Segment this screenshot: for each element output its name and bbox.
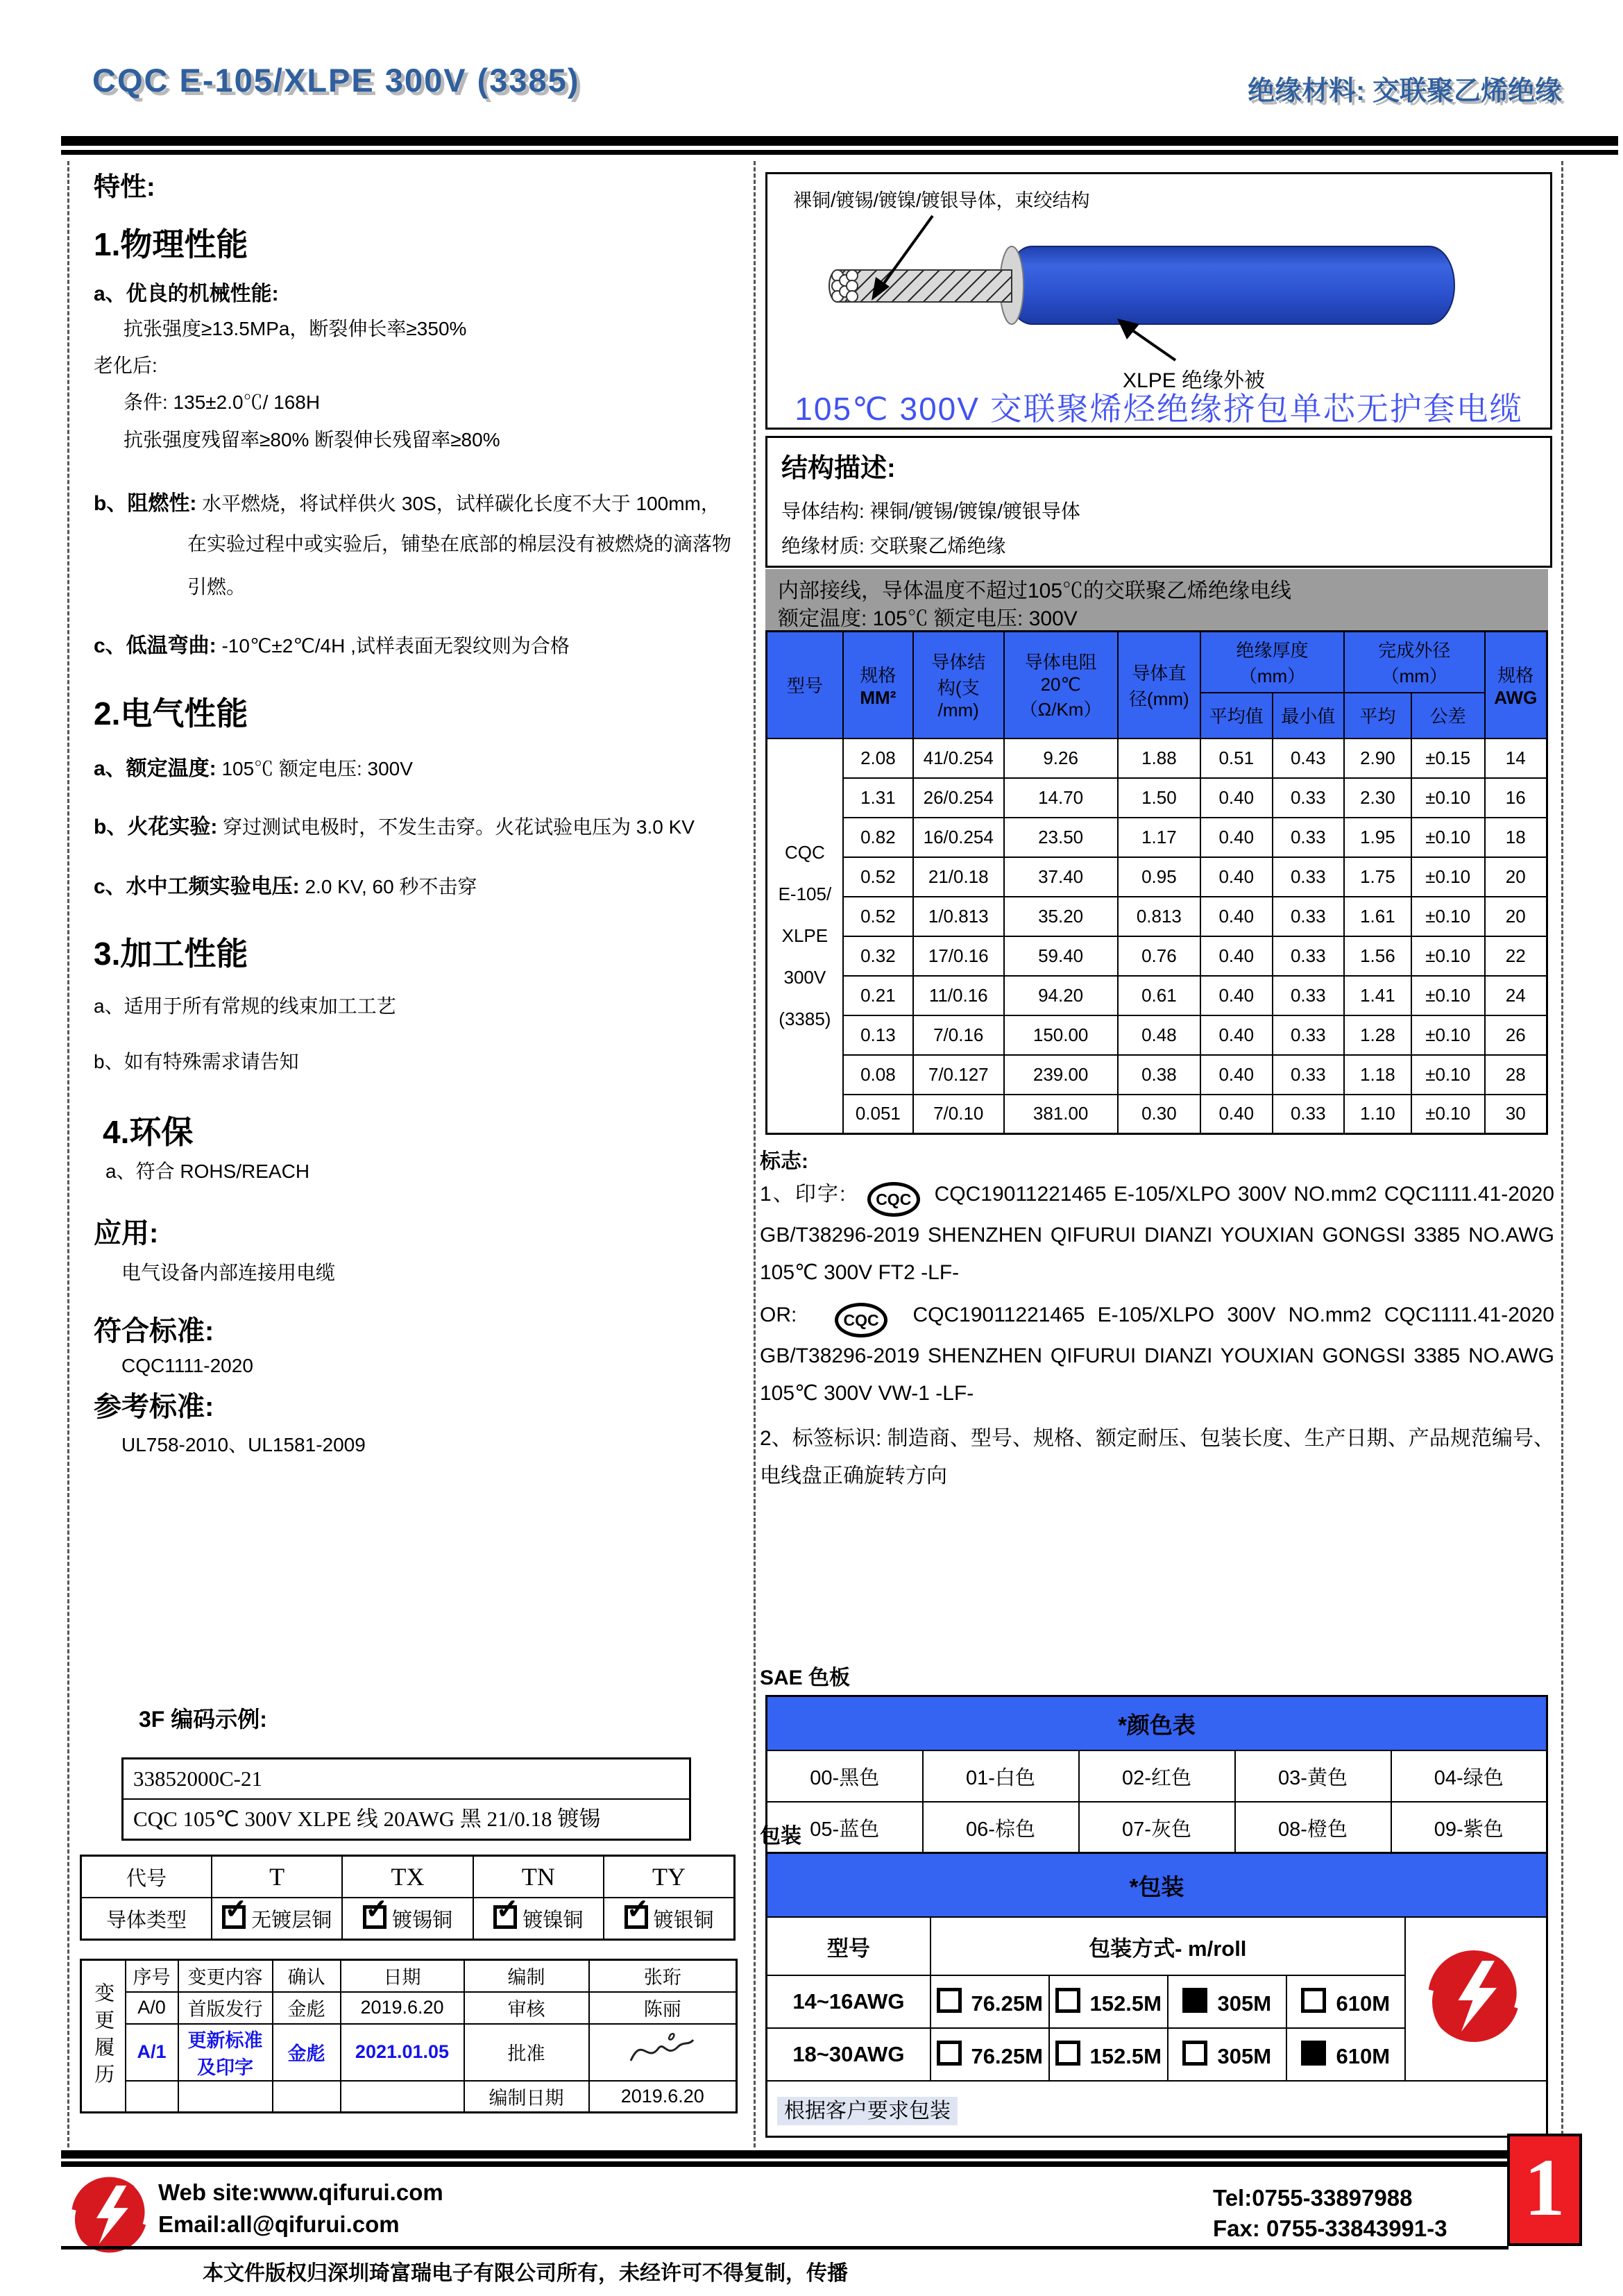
pack-heading: 包装 [760,1825,801,1848]
sae-table-title: *颜色表 [767,1696,1547,1751]
col-structure: 导体结 构(支 /mm) [913,632,1004,738]
packaging-table [765,1852,1548,2138]
spec-note-band [765,569,1548,630]
mech-label: a、优良的机械性能: [94,282,279,305]
table-row: 00-黑色 01-白色 02-红色 03-黄色 04-绿色 [767,1750,1547,1802]
footer-email[interactable]: Email:all@qifurui.com [158,2211,400,2237]
table-row: 0.13 7/0.16 150.00 0.48 0.40 0.33 1.28 ±0.10 26 [767,1015,1547,1055]
env-heading: 4.环保 [103,1114,194,1150]
table-row: 18~30AWG 76.25M 152.5M 305M 610M [767,2028,1547,2081]
checked-box-icon: ✓ [624,1905,648,1929]
processing-heading: 3.加工性能 [94,936,248,972]
marks-item2-text: CQC19011221465 E-105/XLPO 300V NO.mm2 CQC1111.41-2020 GB/T38296-2019 SHENZHEN QIFURUI DIANZI YOUXIAN GONGSI 3385 NO.AWG 105℃ 300V VW-1 -LF- [760,1303,1554,1405]
checkbox-icon [1182,1988,1207,2013]
checked-box-icon: ✓ [222,1905,246,1929]
footer-fax: Fax: 0755-33843991-3 [1213,2215,1447,2241]
physical-heading: 1.物理性能 [94,226,248,262]
standards-text: CQC1111-2020 [121,1355,253,1376]
table-row: 1.31 26/0.254 14.70 1.50 0.40 0.33 2.30 ±0.10 16 [767,778,1547,818]
table-row: 0.52 1/0.813 35.20 0.813 0.40 0.33 1.61 ±0.10 20 [767,897,1547,936]
application-heading: 应用: [94,1218,159,1249]
checkbox-icon [937,2041,962,2066]
table-row: A/0 首版发行 金彪 2019.6.20 审核 陈丽 [81,1992,737,2024]
structure-box [765,436,1552,568]
elec-b-text: 穿过测试电极时，不发生击穿。火花试验电压为 3.0 KV [223,816,695,838]
col-od-avg: 平均 [1344,693,1411,738]
table-row: 0.82 16/0.254 23.50 1.17 0.40 0.33 1.95 ±0.10 18 [767,818,1547,857]
env-a: a、符合 ROHS/REACH [105,1160,310,1182]
table-row: A/1 更新标准及印字 金彪 2021.01.05 批准 [81,2024,737,2081]
pack-model-header: 型号 [767,1917,931,1975]
elec-a-text: 105℃ 额定电压: 300V [221,758,413,779]
cable-diagram-box [765,172,1552,430]
table-row: 14~16AWG 76.25M 152.5M 305M 610M [767,1975,1547,2028]
structure-line1: 导体结构: 裸铜/镀锡/镀镍/镀银导体 [781,500,1080,522]
marks-item1-text: CQC19011221465 E-105/XLPO 300V NO.mm2 CQC1111.41-2020 GB/T38296-2019 SHENZHEN QIFURUI DIANZI YOUXIAN GONGSI 3385 NO.AWG 105℃ 300V FT2 -LF- [760,1183,1554,1284]
table-row: 编制日期 2019.6.20 [81,2081,737,2113]
col-ins-avg: 平均值 [1200,693,1273,738]
col-model: 型号 [767,632,843,738]
elec-b-line [94,809,695,840]
table-row: 05-蓝色 06-棕色 07-灰色 08-橙色 09-紫色 [767,1802,1547,1854]
revision-table [80,1959,738,2113]
coding-desc: CQC 105℃ 300V XLPE 线 20AWG 黑 21/0.18 镀锡 [133,1807,601,1831]
bend-text: -10℃±2℃/4H ,试样表面无裂纹则为合格 [221,635,570,657]
spec-note1: 内部接线，导体温度不超过105℃的交联聚乙烯绝缘电线 [778,580,1292,602]
col-diameter: 导体直 径(mm) [1118,632,1200,738]
checkbox-icon [1301,1988,1326,2013]
pack-model: 18~30AWG [767,2028,931,2081]
revision-side-label: 变更履历 [81,1960,126,2113]
cqc-logo-icon: CQC [867,1182,920,1217]
conductor-code-table [80,1855,736,1941]
table-row: 0.051 7/0.10 381.00 0.30 0.40 0.33 1.10 ±0.10 30 [767,1095,1547,1134]
cable-jacket [1007,246,1454,324]
cable-title: 105℃ 300V 交联聚烯烃绝缘挤包单芯无护套电缆 [794,391,1523,427]
approval-signature [589,2024,737,2081]
checkbox-icon [1055,1988,1080,2013]
structure-line2: 绝缘材质: 交联聚乙烯绝缘 [781,535,1006,557]
proc-b: b、如有特殊需求请告知 [94,1051,299,1072]
col-od-tol: 公差 [1411,693,1485,738]
coding-example-box [121,1757,691,1841]
page-subtitle: 绝缘材料: 交联聚乙烯绝缘 [1248,76,1562,106]
flame-text1: 水平燃烧，将试样供火 30S，试样碳化长度不大于 100mm， [202,493,720,514]
sae-heading: SAE 色板 [760,1666,851,1689]
checkbox-icon [1055,2041,1080,2066]
checkbox-icon [1301,2041,1326,2066]
col-size: 规格 MM² [843,632,913,738]
footer-copyright: 本文件版权归深圳琦富瑞电子有限公司所有，未经许可不得复制，传播 [203,2262,848,2285]
footer-tel: Tel:0755-33897988 [1213,2185,1413,2211]
flame-line3: 引燃。 [187,576,246,598]
electrical-heading: 2.电气性能 [94,695,248,732]
elec-a-label: a、额定温度: [94,757,216,780]
application-text: 电气设备内部连接用电缆 [121,1262,336,1283]
elec-c-label: c、水中工频实验电压: [94,875,300,898]
footer-rule-thick [61,2150,1509,2159]
cqc-logo-icon: CQC [835,1303,887,1337]
bend-line [94,628,570,659]
conductor-label: 裸铜/镀锡/镀镍/镀银导体，束绞结构 [793,190,1090,211]
table-row: 0.52 21/0.18 37.40 0.95 0.40 0.33 1.75 ±0.10 20 [767,857,1547,897]
aging-residual: 抗张强度残留率≥80% 断裂伸长残留率≥80% [124,429,500,450]
proc-a: a、适用于所有常规的线束加工工艺 [94,995,396,1017]
marks-item1 [760,1176,1554,1292]
col-awg: 规格 AWG [1485,632,1547,738]
table-row: 代号 T TX TN TY [81,1856,735,1898]
signature-icon [621,2030,704,2069]
elec-c-text: 2.0 KV, 60 秒不击穿 [305,876,477,897]
frame-mid-dash [754,161,756,2147]
tensile-line: 抗张强度≥13.5MPa，断裂伸长率≥350% [124,318,467,339]
elec-a-line [94,751,413,782]
flame-line1 [94,486,720,516]
table-row: CQC E-105/ XLPE 300V (3385) 2.08 41/0.254 9.26 1.88 0.51 0.43 2.90 ±0.15 14 [767,738,1547,778]
header-rule-thin [61,150,1618,155]
bend-label: c、低温弯曲: [94,634,216,657]
page-title: CQC E-105/XLPE 300V (3385) [92,62,580,99]
coding-heading: 3F 编码示例: [139,1707,267,1732]
elec-c-line [94,869,477,900]
flame-label: b、阻燃性: [94,492,197,515]
spec-note2: 额定温度: 105℃ 额定电压: 300V [778,607,1078,630]
marks-item2 [760,1297,1554,1412]
ref-standards-heading: 参考标准: [94,1392,214,1422]
conductor-shaft [837,270,1012,302]
checkbox-icon [1182,2041,1207,2066]
ref-standards-text: UL758-2010、UL1581-2009 [121,1434,366,1455]
marks-item1-label: 1、印字: [760,1183,846,1206]
standards-heading: 符合标准: [94,1316,214,1347]
marks-heading: 标志: [760,1150,808,1173]
model-cell: CQC E-105/ XLPE 300V (3385) [767,738,843,1134]
checked-box-icon: ✓ [493,1905,517,1929]
col-ins-min: 最小值 [1273,693,1345,738]
table-row: 0.08 7/0.127 239.00 0.38 0.40 0.33 1.18 ±0.10 28 [767,1055,1547,1095]
pack-model: 14~16AWG [767,1975,931,2028]
spec-table [765,630,1548,1135]
frame-right-dash [1561,161,1563,2147]
brand-logo-icon [1405,1917,1547,2081]
sae-color-table [765,1695,1548,1855]
aging-condition: 条件: 135±2.0℃/ 168H [124,391,321,413]
page-number-badge: 1 [1507,2134,1582,2246]
checked-box-icon: ✓ [363,1905,386,1929]
table-row: 0.21 11/0.16 94.20 0.61 0.40 0.33 1.41 ±0.10 24 [767,976,1547,1015]
jacket-label: XLPE 绝缘外被 [1123,369,1266,392]
header-rule-thick [61,136,1618,146]
footer-rule-thick2 [61,2161,1509,2167]
footer-website[interactable]: Web site:www.qifurui.com [158,2179,443,2205]
elec-b-label: b、火花实验: [94,816,218,838]
marks-item3: 2、标签标识: 制造商、型号、规格、额定耐压、包装长度、生产日期、产品规范编号、电线盘正确旋转方向 [760,1427,1554,1487]
flame-line2: 在实验过程中或实验后，铺垫在底部的棉层没有被燃烧的滴落物 [187,533,732,555]
pack-table-title: *包装 [767,1853,1547,1918]
footer-rule-thin [61,2246,1509,2249]
table-row: 0.32 17/0.16 59.40 0.76 0.40 0.33 1.56 ±0.10 22 [767,936,1547,976]
pack-way-header: 包装方式- m/roll [931,1917,1405,1975]
frame-left-dash [67,161,69,2147]
table-row: 导体类型 ✓ 无镀层铜 ✓ 镀锡铜 ✓ 镀镍铜 ✓ 镀银铜 [81,1898,735,1940]
checkbox-icon [937,1988,962,2013]
conductor-strands [832,270,858,302]
features-heading: 特性: [94,173,155,202]
marks-or-label: OR: [760,1303,797,1326]
col-od: 完成外径 （mm） [1344,632,1485,693]
pack-note: 根据客户要求包装 [767,2081,1547,2137]
structure-heading: 结构描述: [781,454,896,483]
col-insulation: 绝缘厚度 （mm） [1200,632,1344,693]
coding-code: 33852000C-21 [124,1759,689,1800]
aging-label: 老化后: [94,355,158,376]
table-row: 变更履历 序号 变更内容 确认 日期 编制 张珩 [81,1960,737,1992]
col-resistance: 导体电阻 20℃ （Ω/Km） [1004,632,1118,738]
